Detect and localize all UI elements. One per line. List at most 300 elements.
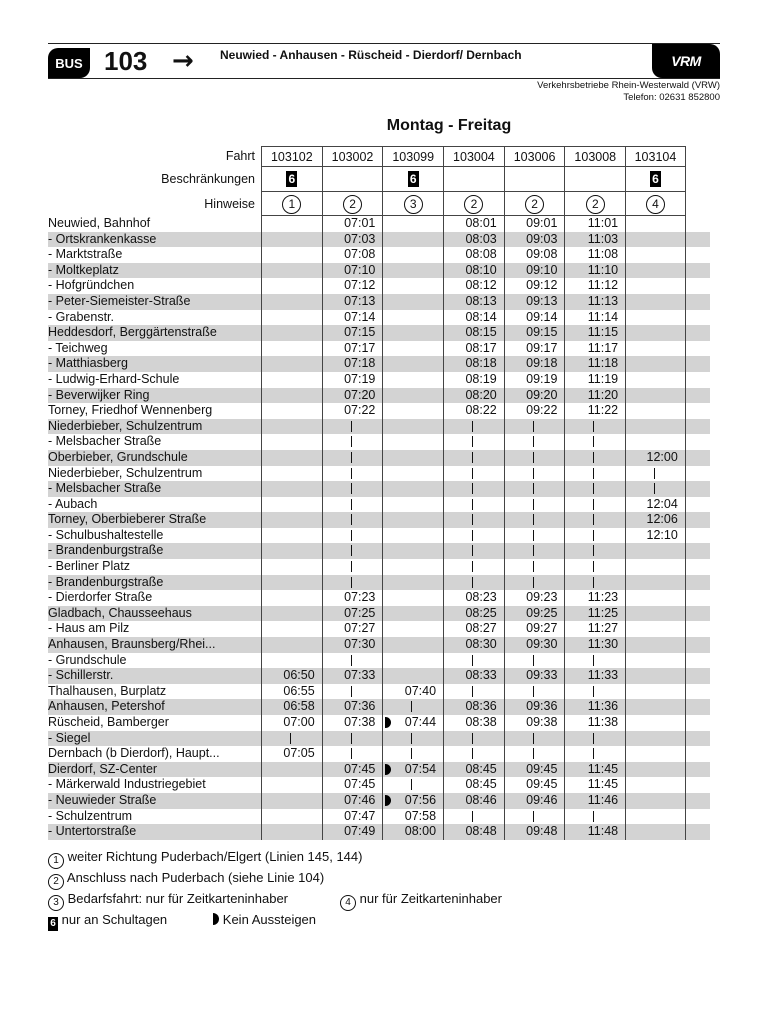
time-cell bbox=[443, 294, 504, 310]
time-cell bbox=[443, 216, 504, 232]
time-value: 08:00 bbox=[404, 824, 437, 839]
table-row bbox=[48, 310, 710, 326]
table-row bbox=[48, 684, 710, 700]
time-value: 11:25 bbox=[587, 605, 619, 620]
time-cell bbox=[322, 699, 383, 715]
time-value: 08:19 bbox=[465, 371, 497, 386]
time-cell bbox=[443, 278, 504, 294]
time-cell bbox=[322, 762, 383, 778]
stop-name: Thalhausen, Burplatz bbox=[48, 683, 167, 698]
time-value: 08:15 bbox=[465, 325, 497, 340]
operator-info bbox=[537, 80, 720, 104]
time-cell bbox=[382, 559, 443, 575]
time-cell bbox=[504, 388, 565, 404]
time-cell bbox=[322, 310, 383, 326]
time-cell bbox=[261, 325, 322, 341]
time-cell bbox=[443, 746, 504, 762]
pass-through-mark bbox=[472, 577, 473, 588]
time-cell bbox=[564, 746, 625, 762]
stop-name: - Hofgründchen bbox=[48, 278, 135, 293]
time-value: 09:10 bbox=[526, 262, 558, 277]
time-value: 07:44 bbox=[404, 715, 437, 729]
time-value: 09:22 bbox=[526, 403, 558, 418]
pass-through-mark bbox=[351, 468, 352, 479]
time-cell bbox=[322, 434, 383, 450]
time-value: 06:55 bbox=[283, 683, 315, 698]
time-cell bbox=[625, 715, 686, 731]
time-value: 07:15 bbox=[344, 325, 376, 340]
time-cell bbox=[504, 824, 565, 840]
note-circle-icon: 2 bbox=[464, 195, 483, 214]
time-cell bbox=[382, 466, 443, 482]
time-cell bbox=[504, 278, 565, 294]
time-cell bbox=[564, 668, 625, 684]
time-cell bbox=[625, 481, 686, 497]
time-value: 07:13 bbox=[344, 293, 376, 308]
time-cell bbox=[443, 777, 504, 793]
trip-note-cell bbox=[564, 192, 625, 216]
stop-name: Oberbieber, Grundschule bbox=[48, 449, 188, 464]
time-cell bbox=[625, 232, 686, 248]
no-exit-icon bbox=[385, 795, 391, 806]
time-cell bbox=[625, 419, 686, 435]
time-cell bbox=[261, 466, 322, 482]
time-cell bbox=[261, 388, 322, 404]
table-row bbox=[48, 263, 710, 279]
time-cell bbox=[322, 528, 383, 544]
time-cell bbox=[504, 606, 565, 622]
time-cell bbox=[625, 512, 686, 528]
time-value: 08:33 bbox=[465, 668, 497, 683]
time-cell bbox=[261, 559, 322, 575]
pass-through-mark bbox=[593, 561, 594, 572]
time-cell bbox=[261, 793, 322, 809]
time-value: 08:13 bbox=[465, 293, 497, 308]
time-value: 07:05 bbox=[283, 746, 315, 761]
table-row bbox=[48, 325, 710, 341]
stop-name: Torney, Friedhof Wennenberg bbox=[48, 403, 213, 418]
time-cell bbox=[261, 621, 322, 637]
stop-name: Torney, Oberbieberer Straße bbox=[48, 512, 207, 527]
time-value: 07:54 bbox=[404, 761, 437, 776]
pass-through-mark bbox=[593, 655, 594, 666]
pass-through-mark bbox=[533, 545, 534, 556]
time-cell bbox=[261, 356, 322, 372]
pass-through-mark bbox=[351, 733, 352, 744]
time-value: 11:08 bbox=[587, 247, 619, 262]
time-value: 08:08 bbox=[465, 247, 497, 262]
pass-through-mark bbox=[593, 545, 594, 556]
time-value: 08:23 bbox=[465, 590, 497, 605]
trip-id-cell bbox=[504, 146, 565, 167]
stop-name: - Brandenburgstraße bbox=[48, 543, 164, 558]
time-cell bbox=[564, 294, 625, 310]
note-circle-icon: 4 bbox=[340, 895, 356, 911]
time-cell bbox=[625, 575, 686, 591]
time-cell bbox=[443, 575, 504, 591]
time-value: 12:00 bbox=[646, 449, 678, 464]
time-cell bbox=[443, 824, 504, 840]
note-circle-icon: 2 bbox=[586, 195, 605, 214]
time-cell bbox=[443, 731, 504, 747]
pass-through-mark bbox=[533, 468, 534, 479]
stop-name: - Peter-Siemeister-Straße bbox=[48, 293, 191, 308]
time-value: 08:01 bbox=[465, 216, 497, 230]
time-cell bbox=[322, 356, 383, 372]
time-cell bbox=[564, 528, 625, 544]
trip-id: 103008 bbox=[574, 150, 617, 164]
time-cell bbox=[382, 481, 443, 497]
bus-badge: BUS bbox=[48, 48, 90, 78]
time-cell bbox=[322, 809, 383, 825]
time-value: 09:13 bbox=[526, 293, 558, 308]
time-cell bbox=[504, 372, 565, 388]
school-day-icon: 6 bbox=[650, 171, 661, 187]
table-row bbox=[48, 559, 710, 575]
time-value: 08:45 bbox=[465, 761, 497, 776]
time-cell bbox=[625, 341, 686, 357]
time-cell bbox=[625, 606, 686, 622]
time-value: 09:33 bbox=[526, 668, 558, 683]
pass-through-mark bbox=[472, 733, 473, 744]
time-value: 09:25 bbox=[526, 605, 558, 620]
pass-through-mark bbox=[593, 499, 594, 510]
time-cell bbox=[443, 341, 504, 357]
time-cell bbox=[504, 341, 565, 357]
time-cell bbox=[322, 403, 383, 419]
time-value: 11:36 bbox=[587, 699, 619, 714]
note-circle-icon: 1 bbox=[48, 853, 64, 869]
time-cell bbox=[261, 481, 322, 497]
pass-through-mark bbox=[593, 452, 594, 463]
time-value: 11:48 bbox=[587, 824, 619, 839]
time-cell bbox=[504, 434, 565, 450]
time-cell bbox=[504, 684, 565, 700]
time-cell bbox=[261, 278, 322, 294]
pass-through-mark bbox=[351, 452, 352, 463]
time-cell bbox=[261, 497, 322, 513]
time-cell bbox=[504, 731, 565, 747]
time-cell bbox=[504, 232, 565, 248]
time-value: 09:38 bbox=[526, 715, 558, 729]
time-value: 07:23 bbox=[344, 590, 376, 605]
time-value: 07:30 bbox=[344, 637, 376, 652]
time-value: 09:48 bbox=[526, 824, 558, 839]
time-cell bbox=[382, 247, 443, 263]
pass-through-mark bbox=[593, 514, 594, 525]
time-cell bbox=[382, 341, 443, 357]
time-cell bbox=[625, 388, 686, 404]
time-cell bbox=[504, 419, 565, 435]
pass-through-mark bbox=[411, 748, 412, 759]
stop-name: - Melsbacher Straße bbox=[48, 481, 162, 496]
pass-through-mark bbox=[472, 483, 473, 494]
time-value: 07:45 bbox=[344, 761, 376, 776]
table-row bbox=[48, 575, 710, 591]
legend-text: weiter Richtung Puderbach/Elgert (Linien 145, 144) bbox=[67, 849, 363, 864]
time-value: 11:17 bbox=[587, 340, 619, 355]
time-cell bbox=[261, 731, 322, 747]
legend-text: Kein Aussteigen bbox=[222, 912, 317, 927]
time-cell bbox=[443, 434, 504, 450]
trip-id: 103002 bbox=[331, 150, 374, 164]
pass-through-mark bbox=[533, 686, 534, 697]
time-value: 08:20 bbox=[465, 387, 497, 402]
time-cell bbox=[322, 777, 383, 793]
pass-through-mark bbox=[351, 483, 352, 494]
time-cell bbox=[625, 637, 686, 653]
table-row bbox=[48, 543, 710, 559]
table-row bbox=[48, 232, 710, 248]
time-cell bbox=[443, 419, 504, 435]
time-value: 07:08 bbox=[344, 247, 376, 262]
time-cell bbox=[504, 450, 565, 466]
time-value: 09:03 bbox=[526, 231, 558, 246]
pass-through-mark bbox=[533, 733, 534, 744]
time-value: 08:10 bbox=[465, 262, 497, 277]
time-value: 08:30 bbox=[465, 637, 497, 652]
time-cell bbox=[625, 731, 686, 747]
time-cell bbox=[504, 793, 565, 809]
time-value: 09:46 bbox=[526, 792, 558, 807]
time-cell bbox=[382, 450, 443, 466]
trip-restriction-cell bbox=[625, 167, 686, 192]
no-exit-icon bbox=[385, 717, 391, 728]
time-cell bbox=[564, 372, 625, 388]
time-cell bbox=[261, 232, 322, 248]
time-value: 09:20 bbox=[526, 387, 558, 402]
legend-item-6 bbox=[48, 911, 502, 931]
pass-through-mark bbox=[472, 499, 473, 510]
pass-through-mark bbox=[593, 811, 594, 822]
stop-name: - Teichweg bbox=[48, 340, 108, 355]
time-cell bbox=[443, 684, 504, 700]
pass-through-mark bbox=[593, 483, 594, 494]
time-cell bbox=[443, 793, 504, 809]
stop-name: - Schillerstr. bbox=[48, 668, 114, 683]
pass-through-mark bbox=[290, 733, 291, 744]
time-cell bbox=[443, 232, 504, 248]
note-circle-icon: 2 bbox=[48, 874, 64, 890]
time-value: 11:10 bbox=[587, 262, 619, 277]
pass-through-mark bbox=[593, 748, 594, 759]
time-cell bbox=[382, 403, 443, 419]
time-cell bbox=[504, 809, 565, 825]
time-cell bbox=[443, 372, 504, 388]
time-value: 07:58 bbox=[404, 808, 437, 823]
time-cell bbox=[504, 668, 565, 684]
time-cell bbox=[261, 668, 322, 684]
time-cell bbox=[564, 419, 625, 435]
time-cell bbox=[443, 497, 504, 513]
pass-through-mark bbox=[472, 561, 473, 572]
pass-through-mark bbox=[654, 483, 655, 494]
time-cell bbox=[504, 528, 565, 544]
time-value: 07:25 bbox=[344, 605, 376, 620]
time-value: 07:56 bbox=[404, 792, 437, 807]
pass-through-mark bbox=[411, 733, 412, 744]
time-value: 08:46 bbox=[465, 792, 497, 807]
time-cell bbox=[382, 512, 443, 528]
time-value: 11:20 bbox=[587, 387, 619, 402]
time-value: 09:01 bbox=[526, 216, 558, 230]
time-cell bbox=[625, 746, 686, 762]
time-value: 09:19 bbox=[526, 371, 558, 386]
time-cell bbox=[564, 325, 625, 341]
trip-id: 103104 bbox=[634, 150, 677, 164]
time-cell bbox=[443, 653, 504, 669]
time-value: 07:45 bbox=[344, 777, 376, 792]
time-cell bbox=[261, 653, 322, 669]
time-cell bbox=[382, 762, 443, 778]
time-cell bbox=[322, 341, 383, 357]
legend-item-1 bbox=[48, 848, 502, 869]
table-row bbox=[48, 793, 710, 809]
time-value: 11:03 bbox=[587, 231, 619, 246]
trip-note-cell bbox=[261, 192, 322, 216]
stop-name: Heddesdorf, Berggärtenstraße bbox=[48, 325, 217, 340]
stop-name: Gladbach, Chausseehaus bbox=[48, 605, 192, 620]
time-cell bbox=[322, 746, 383, 762]
time-cell bbox=[322, 450, 383, 466]
time-cell bbox=[625, 247, 686, 263]
pass-through-mark bbox=[472, 514, 473, 525]
table-row bbox=[48, 278, 710, 294]
time-cell bbox=[443, 325, 504, 341]
time-value: 08:38 bbox=[465, 715, 497, 729]
time-cell bbox=[564, 824, 625, 840]
trip-note-cell bbox=[625, 192, 686, 216]
time-cell bbox=[382, 356, 443, 372]
pass-through-mark bbox=[593, 530, 594, 541]
time-cell bbox=[322, 606, 383, 622]
time-value: 11:19 bbox=[587, 371, 619, 386]
table-row bbox=[48, 294, 710, 310]
time-cell bbox=[382, 668, 443, 684]
time-cell bbox=[564, 731, 625, 747]
stop-name: - Schulzentrum bbox=[48, 808, 133, 823]
trip-id: 103004 bbox=[453, 150, 495, 164]
time-value: 11:22 bbox=[587, 403, 619, 418]
trip-id-cell bbox=[261, 146, 322, 167]
time-cell bbox=[382, 263, 443, 279]
time-value: 07:01 bbox=[344, 216, 376, 230]
time-cell bbox=[564, 653, 625, 669]
table-row bbox=[48, 434, 710, 450]
trip-id: 103099 bbox=[392, 150, 435, 164]
time-cell bbox=[322, 325, 383, 341]
time-cell bbox=[322, 481, 383, 497]
time-value: 09:45 bbox=[526, 761, 558, 776]
time-cell bbox=[261, 762, 322, 778]
time-cell bbox=[382, 216, 443, 232]
time-cell bbox=[564, 684, 625, 700]
legend-item-3-4 bbox=[48, 890, 502, 911]
table-row bbox=[48, 341, 710, 357]
time-value: 06:50 bbox=[283, 668, 315, 683]
time-cell bbox=[261, 216, 322, 232]
table-row bbox=[48, 372, 710, 388]
time-cell bbox=[261, 512, 322, 528]
time-cell bbox=[564, 762, 625, 778]
time-cell bbox=[382, 715, 443, 731]
time-value: 09:30 bbox=[526, 637, 558, 652]
time-cell bbox=[382, 419, 443, 435]
arrow-right-icon: → bbox=[172, 46, 194, 76]
time-cell bbox=[261, 699, 322, 715]
time-cell bbox=[504, 559, 565, 575]
time-value: 07:00 bbox=[283, 715, 315, 729]
time-cell bbox=[382, 653, 443, 669]
table-row bbox=[48, 216, 710, 232]
pass-through-mark bbox=[472, 468, 473, 479]
time-cell bbox=[322, 668, 383, 684]
page-title: Montag - Freitag bbox=[386, 117, 512, 134]
table-row bbox=[48, 481, 710, 497]
pass-through-mark bbox=[533, 483, 534, 494]
time-cell bbox=[322, 466, 383, 482]
pass-through-mark bbox=[472, 530, 473, 541]
time-cell bbox=[261, 684, 322, 700]
time-value: 11:14 bbox=[587, 309, 619, 324]
note-circle-icon: 3 bbox=[48, 895, 64, 911]
time-value: 07:47 bbox=[344, 808, 376, 823]
operator-phone: Telefon: 02631 852800 bbox=[623, 92, 720, 103]
legend-item-2 bbox=[48, 869, 502, 890]
table-row bbox=[48, 497, 710, 513]
stop-name: - Schulbushaltestelle bbox=[48, 527, 164, 542]
time-cell bbox=[382, 278, 443, 294]
time-cell bbox=[322, 372, 383, 388]
table-row bbox=[48, 466, 710, 482]
time-cell bbox=[564, 388, 625, 404]
time-value: 11:45 bbox=[587, 761, 619, 776]
time-value: 07:22 bbox=[344, 403, 376, 418]
table-row bbox=[48, 512, 710, 528]
time-cell bbox=[322, 731, 383, 747]
time-cell bbox=[443, 481, 504, 497]
legend-text: nur an Schultagen bbox=[61, 912, 168, 927]
row-label: Beschränkungen bbox=[161, 172, 255, 186]
legend-text: Bedarfsfahrt: nur für Zeitkarteninhaber bbox=[67, 891, 289, 906]
time-cell bbox=[382, 590, 443, 606]
trip-restriction-cell bbox=[322, 167, 383, 192]
stop-name: Anhausen, Petershof bbox=[48, 699, 165, 714]
pass-through-mark bbox=[533, 436, 534, 447]
time-cell bbox=[564, 403, 625, 419]
time-cell bbox=[261, 746, 322, 762]
stop-name: - Dierdorfer Straße bbox=[48, 590, 153, 605]
time-value: 11:01 bbox=[587, 216, 619, 230]
time-cell bbox=[261, 419, 322, 435]
time-value: 11:46 bbox=[587, 792, 619, 807]
time-cell bbox=[504, 653, 565, 669]
stop-name: - Untertorstraße bbox=[48, 824, 137, 839]
stop-name: - Märkerwald Industriegebiet bbox=[48, 777, 206, 792]
table-row bbox=[48, 746, 710, 762]
time-cell bbox=[504, 481, 565, 497]
time-value: 09:23 bbox=[526, 590, 558, 605]
header-row-hinweise bbox=[48, 192, 710, 216]
time-cell bbox=[443, 668, 504, 684]
route-title: Neuwied - Anhausen - Rüscheid - Dierdorf/ Dernbach bbox=[220, 48, 522, 62]
time-cell bbox=[625, 325, 686, 341]
stop-name: Niederbieber, Schulzentrum bbox=[48, 465, 203, 480]
table-row bbox=[48, 403, 710, 419]
time-cell bbox=[564, 356, 625, 372]
no-exit-icon bbox=[385, 764, 391, 775]
stop-name: - Brandenburgstraße bbox=[48, 574, 164, 589]
